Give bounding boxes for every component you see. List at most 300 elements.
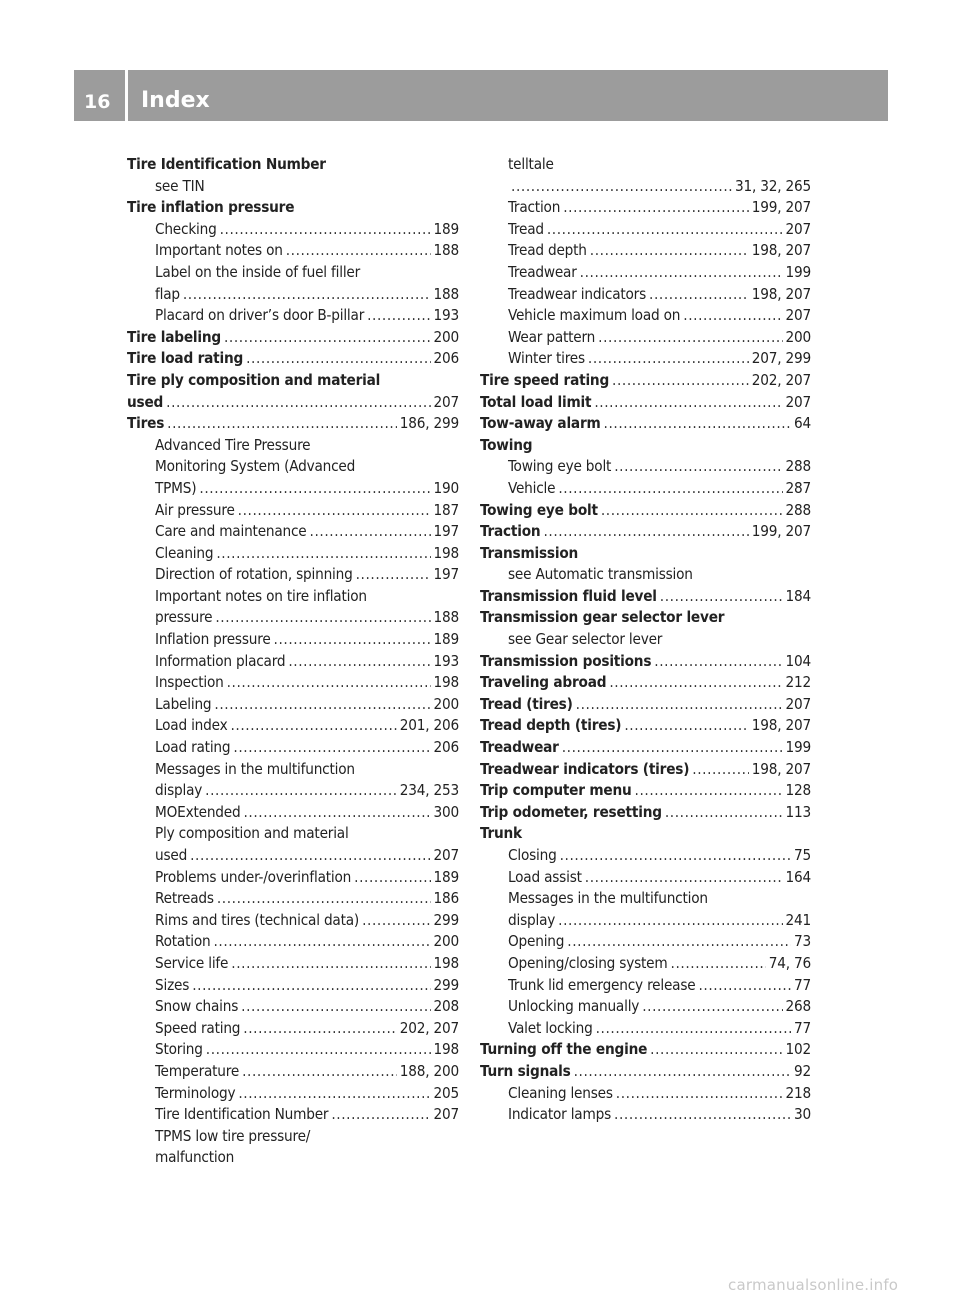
entry-text: used — [127, 392, 164, 411]
entry-text: Air pressure — [155, 500, 235, 519]
index-entry — [480, 543, 811, 565]
entry-text: Vehicle — [508, 478, 556, 497]
dot-leader — [560, 845, 791, 867]
entry-text: Sizes — [155, 975, 190, 994]
index-subentry — [127, 305, 459, 327]
entry-text: Care and maintenance — [155, 522, 307, 541]
index-subentry — [480, 327, 811, 349]
entry-text: see Automatic transmission — [508, 565, 693, 584]
dot-leader — [199, 478, 430, 500]
dot-leader — [217, 888, 431, 910]
index-subentry — [127, 715, 459, 737]
entry-text: Trunk — [480, 824, 522, 843]
index-subentry — [127, 456, 459, 478]
index-entry — [480, 780, 811, 802]
index-entry — [480, 672, 811, 694]
dot-leader — [331, 1104, 430, 1126]
header-divider — [125, 70, 128, 121]
entry-text: Retreads — [155, 889, 214, 908]
entry-text: display — [508, 910, 556, 929]
entry-text: Temperature — [155, 1061, 240, 1080]
page-reference: 200 — [433, 932, 459, 951]
page-reference: 207, 299 — [751, 349, 811, 368]
entry-text: Treadwear indicators — [508, 284, 647, 303]
index-subentry — [127, 1061, 459, 1083]
index-entry — [480, 521, 811, 543]
dot-leader — [243, 1018, 397, 1040]
index-entry — [480, 586, 811, 608]
dot-leader — [563, 197, 749, 219]
dot-leader — [167, 413, 397, 435]
entry-text: Label on the inside of fuel filler — [155, 262, 361, 281]
entry-text: Important notes on — [155, 241, 283, 260]
dot-leader — [230, 715, 396, 737]
entry-text: Vehicle maximum load on — [508, 306, 681, 325]
index-subentry — [480, 348, 811, 370]
dot-leader — [616, 1083, 783, 1105]
page-reference: 212 — [785, 673, 811, 692]
index-subentry — [127, 500, 459, 522]
entry-text: Turning off the engine — [480, 1040, 648, 1059]
page-reference: 31, 32, 265 — [735, 176, 811, 195]
dot-leader — [214, 694, 430, 716]
index-subentry — [127, 780, 459, 802]
dot-leader — [183, 284, 431, 306]
dot-leader — [242, 1061, 397, 1083]
page-reference: 184 — [785, 586, 811, 605]
page-reference: 77 — [794, 1018, 811, 1037]
dot-leader — [205, 780, 397, 802]
entry-text: Service life — [155, 953, 229, 972]
entry-text: display — [155, 781, 203, 800]
index-entry — [127, 392, 459, 414]
entry-text: Snow chains — [155, 997, 239, 1016]
index-entry — [480, 802, 811, 824]
dot-leader — [367, 305, 430, 327]
entry-text: Terminology — [155, 1083, 236, 1102]
entry-text: Inspection — [155, 673, 224, 692]
dot-leader — [238, 1083, 430, 1105]
page-reference: 92 — [794, 1061, 811, 1080]
index-subentry — [127, 953, 459, 975]
dot-leader — [274, 629, 431, 651]
page-reference: 300 — [433, 802, 459, 821]
page-header — [74, 70, 888, 121]
index-entry — [127, 413, 459, 435]
page-reference: 199, 207 — [751, 522, 811, 541]
page-reference: 199 — [785, 738, 811, 757]
index-subentry — [127, 435, 459, 457]
page-reference: 202, 207 — [399, 1018, 459, 1037]
entry-text: Placard on driver’s door B-pillar — [155, 306, 365, 325]
index-entry — [127, 327, 459, 349]
entry-text: Messages in the multifunction — [155, 759, 355, 778]
page-reference: 197 — [433, 565, 459, 584]
page-reference: 198 — [433, 673, 459, 692]
page-reference: 200 — [785, 327, 811, 346]
index-subentry — [480, 1018, 811, 1040]
dot-leader — [698, 975, 791, 997]
index-entry — [127, 370, 459, 392]
dot-leader — [543, 521, 748, 543]
entry-text: Trip computer menu — [480, 781, 632, 800]
entry-text: Important notes on tire inflation — [155, 586, 367, 605]
entry-text: Tire Identification Number — [127, 155, 326, 173]
entry-text: Advanced Tire Pressure — [155, 435, 311, 454]
index-subentry — [127, 672, 459, 694]
dot-leader — [192, 975, 430, 997]
entry-text: Rims and tires (technical data) — [155, 910, 360, 929]
dot-leader — [576, 694, 783, 716]
index-subentry — [127, 759, 459, 781]
index-subentry — [127, 823, 459, 845]
dot-leader — [216, 543, 430, 565]
index-entry — [480, 694, 811, 716]
index-entry — [480, 607, 811, 629]
dot-leader — [588, 348, 749, 370]
page-reference: 208 — [433, 997, 459, 1016]
index-subentry — [127, 802, 459, 824]
entry-text: Tire ply composition and material — [127, 370, 381, 389]
entry-text: Tread (tires) — [480, 694, 573, 713]
index-subentry — [127, 737, 459, 759]
dot-leader — [692, 759, 749, 781]
entry-text: Transmission — [480, 543, 579, 562]
dot-leader — [567, 931, 791, 953]
entry-text: Load index — [155, 716, 228, 735]
page-reference: 299 — [433, 910, 459, 929]
dot-leader — [238, 500, 431, 522]
index-subentry — [127, 262, 459, 284]
page-reference: 207 — [433, 846, 459, 864]
page-reference: 113 — [785, 802, 811, 821]
dot-leader — [574, 1061, 791, 1083]
entry-text: Traveling abroad — [480, 673, 607, 692]
dot-leader — [215, 607, 430, 629]
entry-text: Winter tires — [508, 349, 585, 368]
dot-leader — [356, 564, 431, 586]
entry-text: Labeling — [155, 694, 212, 713]
dot-leader — [243, 802, 430, 824]
entry-text: Load rating — [155, 738, 231, 757]
entry-text: Monitoring System (Advanced — [155, 457, 356, 476]
index-subentry — [127, 564, 459, 586]
page-reference: 207 — [433, 392, 459, 411]
entry-text: Indicator lamps — [508, 1105, 611, 1124]
entry-text: Problems under-/overinflation — [155, 867, 352, 886]
page-reference: 202, 207 — [751, 370, 811, 389]
index-subentry — [480, 197, 811, 219]
page-reference: 164 — [785, 867, 811, 886]
index-subentry — [480, 931, 811, 953]
entry-text: Trip odometer, resetting — [480, 802, 662, 821]
index-column-left — [127, 154, 459, 1169]
dot-leader — [224, 327, 431, 349]
index-subentry — [127, 1083, 459, 1105]
entry-text: Storing — [155, 1040, 203, 1059]
entry-text: Tire inflation pressure — [127, 198, 295, 217]
index-subentry — [480, 284, 811, 306]
dot-leader — [354, 867, 430, 889]
index-entry — [480, 737, 811, 759]
dot-leader — [594, 392, 782, 414]
entry-text: Total load limit — [480, 392, 592, 411]
index-subentry — [480, 305, 811, 327]
entry-text: Tire Identification Number — [155, 1105, 329, 1124]
entry-text: Tow-away alarm — [480, 414, 601, 433]
dot-leader — [598, 327, 782, 349]
entry-text: Treadwear — [508, 262, 577, 281]
index-subentry — [127, 284, 459, 306]
page-reference: 190 — [433, 478, 459, 497]
page-reference: 197 — [433, 522, 459, 541]
page-reference: 188 — [433, 241, 459, 260]
page-reference: 198 — [433, 543, 459, 562]
entry-text: telltale — [508, 155, 554, 173]
index-subentry — [127, 845, 459, 867]
dot-leader — [612, 370, 749, 392]
index-subentry — [127, 975, 459, 997]
index-entry — [480, 500, 811, 522]
page-reference: 186, 299 — [399, 414, 459, 433]
page-reference: 189 — [433, 867, 459, 886]
page-reference: 299 — [433, 975, 459, 994]
entry-text: Transmission fluid level — [480, 586, 657, 605]
page-reference: 198, 207 — [751, 759, 811, 778]
page-reference: 201, 206 — [399, 716, 459, 735]
dot-leader — [580, 262, 783, 284]
index-subentry — [480, 953, 811, 975]
entry-text: Tire load rating — [127, 349, 244, 368]
index-subentry — [127, 651, 459, 673]
entry-text: Unlocking manually — [508, 997, 640, 1016]
entry-text: Treadwear — [480, 738, 559, 757]
index-subentry — [480, 1083, 811, 1105]
dot-leader — [190, 845, 430, 867]
entry-text: Tires — [127, 414, 165, 433]
index-entry — [480, 715, 811, 737]
index-subentry — [480, 176, 811, 198]
entry-text: Wear pattern — [508, 327, 596, 346]
page-reference: 241 — [785, 910, 811, 929]
index-subentry — [480, 154, 811, 176]
index-subentry — [127, 888, 459, 910]
dot-leader — [601, 500, 783, 522]
page-reference: 200 — [433, 694, 459, 713]
page-reference: 199, 207 — [751, 198, 811, 217]
dot-leader — [683, 305, 782, 327]
index-subentry — [480, 867, 811, 889]
page-reference: 268 — [785, 997, 811, 1016]
page-reference: 288 — [785, 500, 811, 519]
dot-leader — [660, 586, 783, 608]
entry-text: Treadwear indicators (tires) — [480, 759, 690, 778]
dot-leader — [635, 780, 783, 802]
page-reference: 198, 207 — [751, 241, 811, 260]
index-subentry — [127, 219, 459, 241]
entry-text: Tread — [508, 219, 544, 238]
index-subentry — [480, 1104, 811, 1126]
entry-text: MOExtended — [155, 802, 241, 821]
entry-text: Checking — [155, 219, 217, 238]
entry-text: Turn signals — [480, 1061, 571, 1080]
index-subentry — [127, 1039, 459, 1061]
dot-leader — [547, 219, 783, 241]
page-reference: 75 — [794, 846, 811, 864]
entry-text: used — [155, 846, 188, 864]
index-entry — [480, 651, 811, 673]
page-reference: 187 — [433, 500, 459, 519]
page-reference: 189 — [433, 630, 459, 649]
page-reference: 198 — [433, 1040, 459, 1059]
index-subentry — [127, 543, 459, 565]
entry-text: Traction — [480, 522, 541, 541]
index-entry — [480, 759, 811, 781]
dot-leader — [665, 802, 783, 824]
entry-text: Information placard — [155, 651, 286, 670]
page-reference: 104 — [785, 651, 811, 670]
page-reference: 193 — [433, 306, 459, 325]
entry-text: Transmission gear selector lever — [480, 608, 725, 627]
entry-text: Direction of rotation, spinning — [155, 565, 353, 584]
entry-text: Messages in the multifunction — [508, 889, 708, 908]
dot-leader — [650, 1039, 782, 1061]
index-entry — [480, 413, 811, 435]
index-subentry — [127, 240, 459, 262]
index-subentry — [127, 996, 459, 1018]
page-reference: 128 — [785, 781, 811, 800]
index-subentry — [127, 1104, 459, 1126]
page-reference: 30 — [794, 1105, 811, 1124]
page-reference: 207 — [433, 1105, 459, 1124]
dot-leader — [642, 996, 782, 1018]
entry-text: Tire speed rating — [480, 370, 610, 389]
page-reference: 64 — [794, 414, 811, 433]
dot-leader — [609, 672, 782, 694]
page-reference: 189 — [433, 219, 459, 238]
index-subentry — [127, 1126, 459, 1148]
dot-leader — [614, 456, 782, 478]
page-reference: 206 — [433, 349, 459, 368]
page-reference: 218 — [785, 1083, 811, 1102]
index-entry — [480, 1061, 811, 1083]
dot-leader — [604, 413, 791, 435]
entry-text: Towing — [480, 435, 533, 454]
index-subentry — [127, 867, 459, 889]
index-subentry — [127, 176, 459, 198]
dot-leader — [624, 715, 748, 737]
index-subentry — [480, 629, 811, 651]
page-reference: 188 — [433, 284, 459, 303]
dot-leader — [562, 737, 783, 759]
page-title: Index — [141, 88, 210, 113]
dot-leader — [558, 910, 782, 932]
entry-text: see Gear selector lever — [508, 630, 663, 649]
dot-leader — [233, 737, 430, 759]
entry-text: Valet locking — [508, 1018, 593, 1037]
index-entry — [480, 435, 811, 457]
entry-text: TPMS low tire pressure/ — [155, 1126, 311, 1145]
entry-text: Opening/closing system — [508, 953, 668, 972]
page-reference: 198 — [433, 953, 459, 972]
page-reference: 207 — [785, 306, 811, 325]
page-reference: 73 — [794, 932, 811, 951]
index-subentry — [127, 910, 459, 932]
index-subentry — [127, 1018, 459, 1040]
watermark: carmanualsonline.info — [728, 1276, 899, 1294]
index-entry — [127, 197, 459, 219]
index-subentry — [480, 996, 811, 1018]
page-reference: 207 — [785, 219, 811, 238]
page-reference: 188 — [433, 608, 459, 627]
entry-text: Ply composition and material — [155, 824, 349, 843]
index-entry — [480, 1039, 811, 1061]
page-reference: 200 — [433, 327, 459, 346]
entry-text: Rotation — [155, 932, 211, 951]
page-reference: 74, 76 — [768, 953, 811, 972]
entry-text: Cleaning — [155, 543, 214, 562]
dot-leader — [649, 284, 749, 306]
entry-text: Inflation pressure — [155, 630, 271, 649]
dot-leader — [286, 240, 431, 262]
page-reference: 287 — [785, 478, 811, 497]
page-reference: 186 — [433, 889, 459, 908]
dot-leader — [671, 953, 766, 975]
index-subentry — [480, 910, 811, 932]
entry-text: Opening — [508, 932, 565, 951]
entry-text: Transmission positions — [480, 651, 652, 670]
page-reference: 205 — [433, 1083, 459, 1102]
page-reference: 198, 207 — [751, 284, 811, 303]
page-reference: 188, 200 — [399, 1061, 459, 1080]
page-reference: 199 — [785, 262, 811, 281]
dot-leader — [166, 392, 430, 414]
index-entry — [480, 392, 811, 414]
page-reference: 102 — [785, 1040, 811, 1059]
entry-text: Trunk lid emergency release — [508, 975, 696, 994]
dot-leader — [558, 478, 782, 500]
dot-leader — [288, 651, 430, 673]
index-subentry — [480, 564, 811, 586]
page-reference: 198, 207 — [751, 716, 811, 735]
entry-text: Towing eye bolt — [480, 500, 598, 519]
dot-leader — [614, 1104, 791, 1126]
index-subentry — [480, 888, 811, 910]
page-reference: 193 — [433, 651, 459, 670]
page-reference: 77 — [794, 975, 811, 994]
dot-leader — [246, 348, 430, 370]
entry-text: Tread depth (tires) — [480, 716, 622, 735]
index-subentry — [127, 521, 459, 543]
dot-leader — [362, 910, 430, 932]
entry-text: TPMS) — [155, 478, 197, 497]
index-entry — [127, 348, 459, 370]
dot-leader — [206, 1039, 431, 1061]
entry-text: Tread depth — [508, 241, 587, 260]
index-subentry — [127, 694, 459, 716]
dot-leader — [585, 867, 783, 889]
dot-leader — [511, 176, 732, 198]
entry-text: Speed rating — [155, 1018, 241, 1037]
page-reference: 207 — [785, 694, 811, 713]
index-subentry — [127, 931, 459, 953]
dot-leader — [220, 219, 431, 241]
index-subentry — [127, 478, 459, 500]
index-subentry — [480, 240, 811, 262]
entry-text: Cleaning lenses — [508, 1083, 613, 1102]
dot-leader — [231, 953, 430, 975]
page-number: 16 — [84, 91, 111, 113]
